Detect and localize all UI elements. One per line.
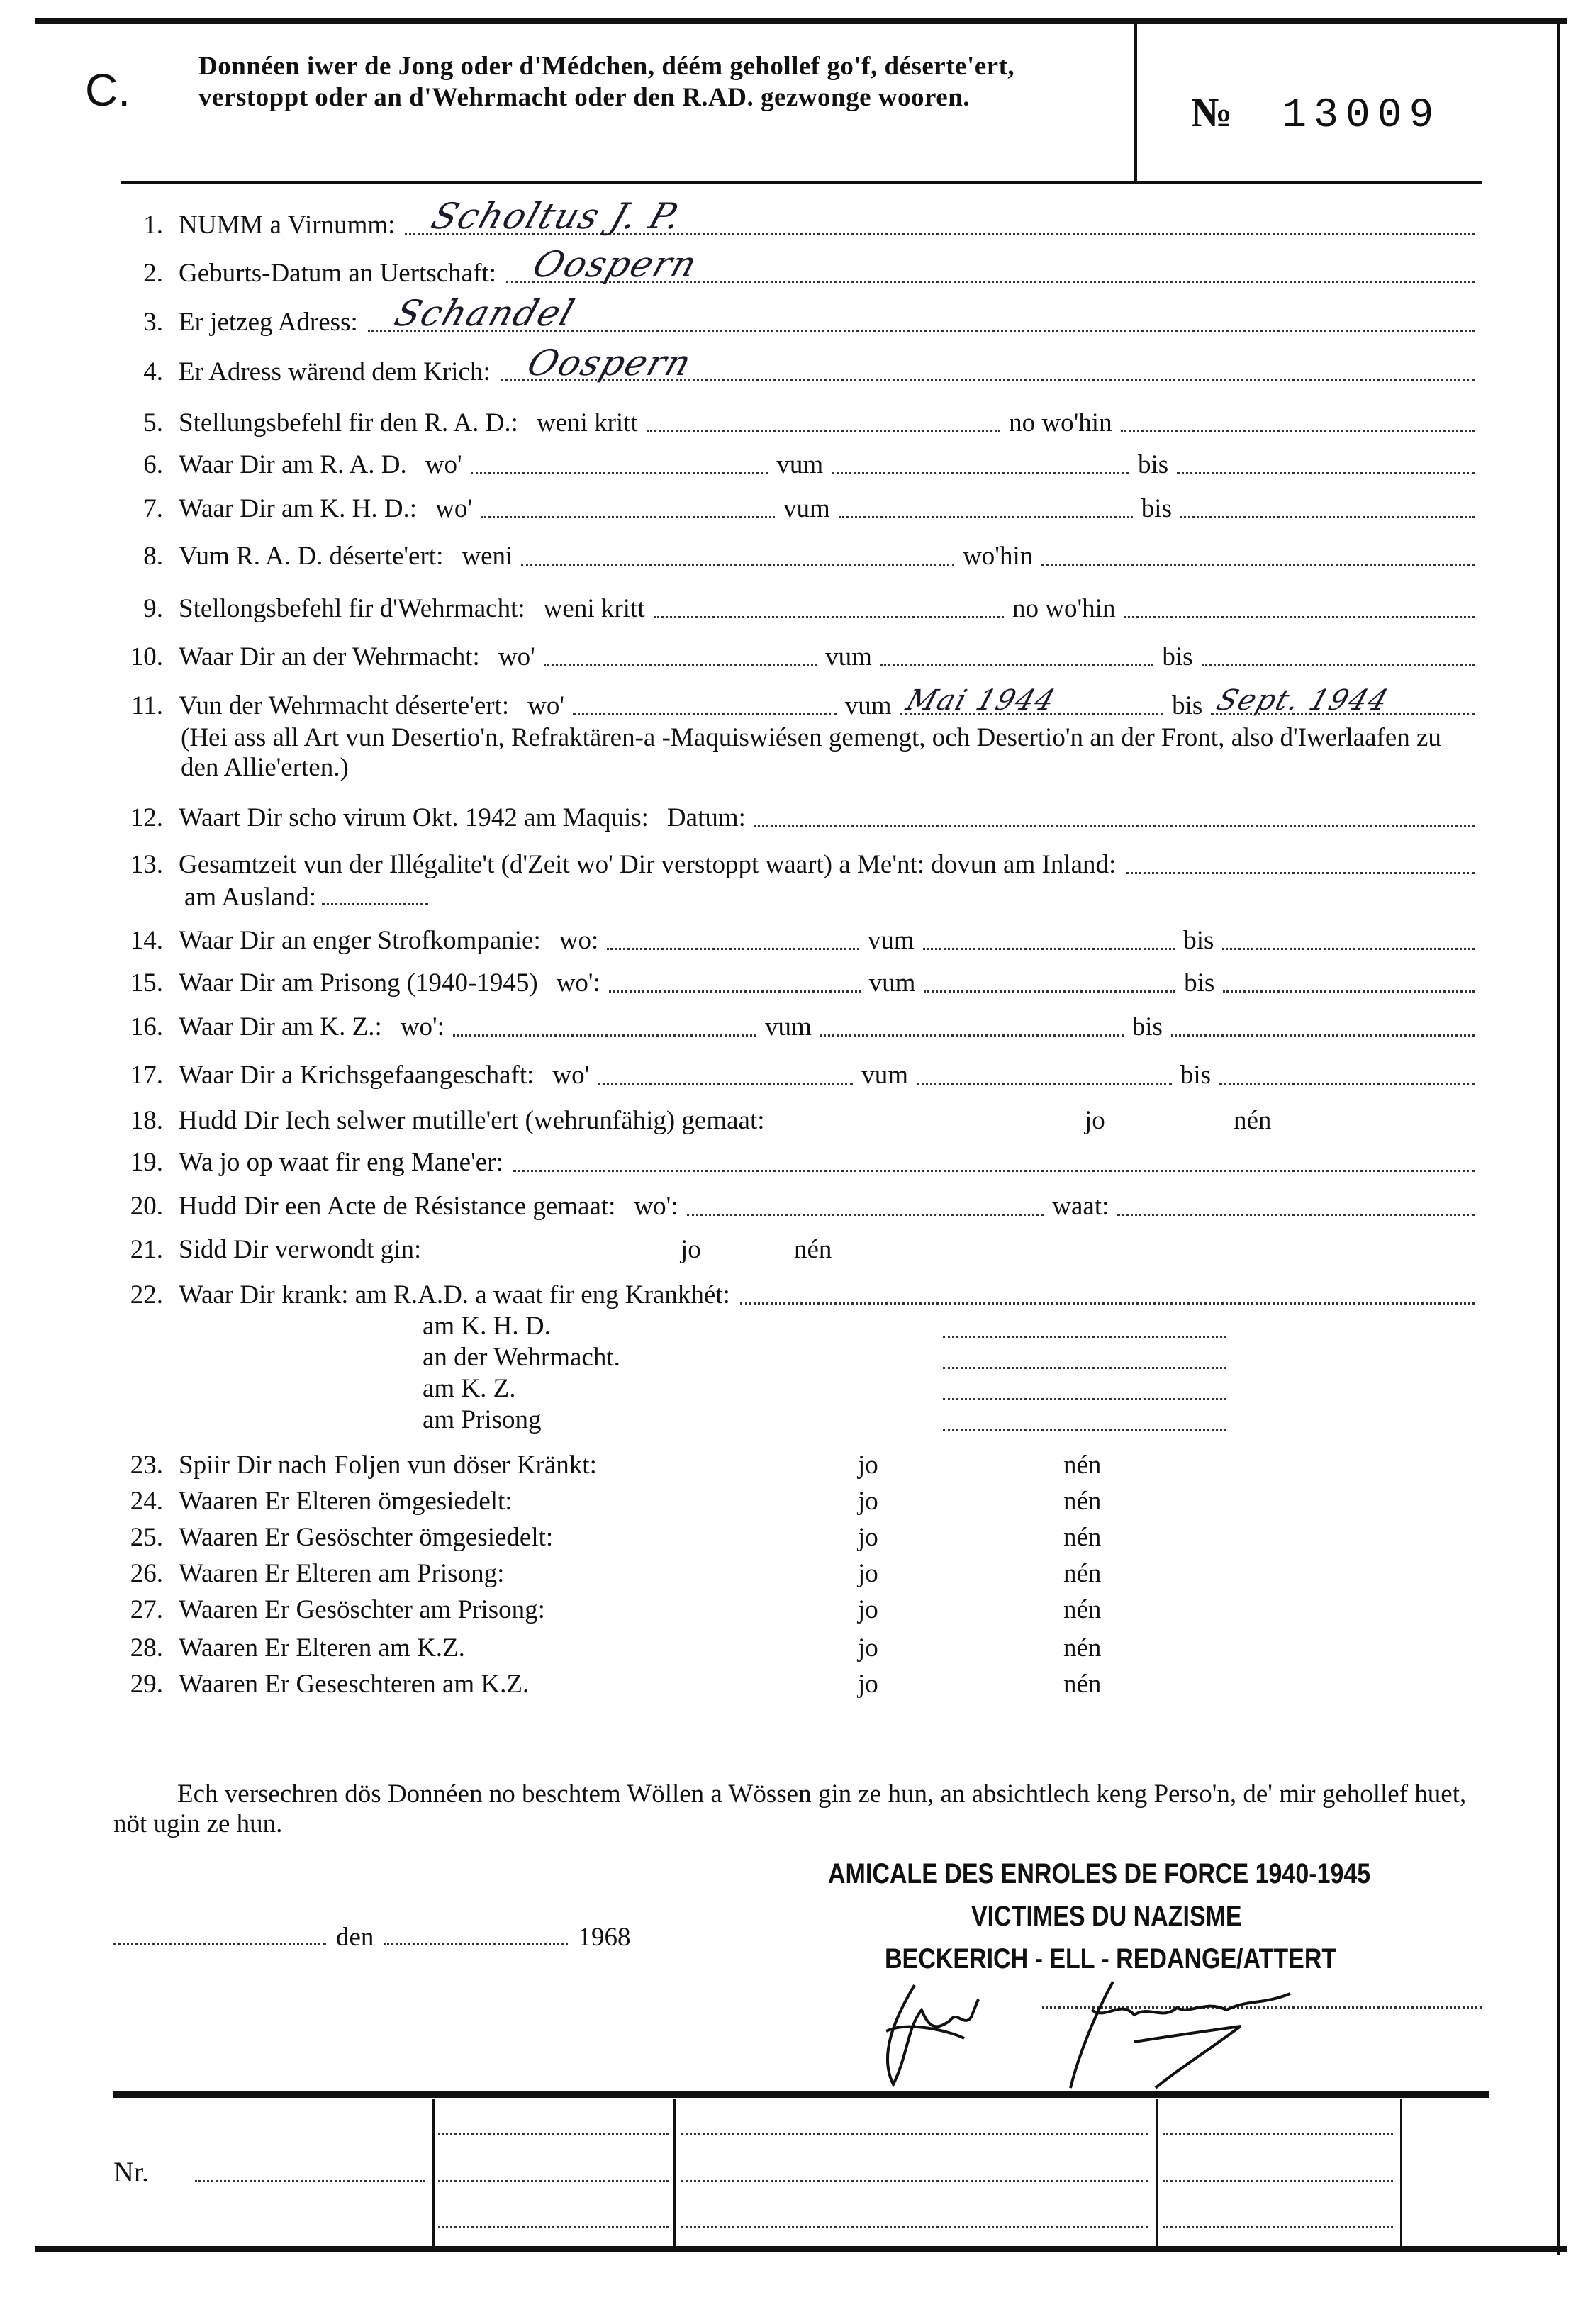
field-keyword: wo': bbox=[556, 968, 600, 998]
answer-field[interactable] bbox=[880, 664, 1153, 666]
handwritten-answer: Sept. 1944 bbox=[1212, 684, 1394, 717]
footer-col-divider bbox=[1156, 2099, 1158, 2247]
date-field[interactable] bbox=[384, 1943, 568, 1945]
footer-col-divider bbox=[673, 2099, 676, 2247]
declaration-statement: Ech versechren dös Donnéen no beschtem Wöllen a Wössen gin ze hun, an absichtlech keng Perso'n, de' mir gehollef huet, nöt ugin ze hun. bbox=[113, 1780, 1467, 1838]
field-keyword: vum bbox=[764, 1012, 812, 1041]
answer-field[interactable] bbox=[471, 472, 768, 474]
answer-field[interactable] bbox=[654, 616, 1005, 618]
choice-yes[interactable]: jo bbox=[1085, 1106, 1105, 1135]
question-number: 21. bbox=[130, 1235, 163, 1264]
choice-no[interactable]: nén bbox=[1063, 1523, 1102, 1552]
field-keyword: vum bbox=[861, 1061, 908, 1090]
question-label: Hudd Dir een Acte de Résistance gemaat: bbox=[179, 1192, 616, 1221]
answer-field[interactable] bbox=[1041, 564, 1475, 566]
question-row bbox=[106, 684, 1475, 721]
row22-subitem-field[interactable] bbox=[943, 1429, 1226, 1431]
question-row bbox=[106, 293, 1475, 337]
field-keyword: bis bbox=[1138, 450, 1169, 479]
field-keyword: vum bbox=[844, 691, 892, 720]
field-keyword: no wo'hin bbox=[1012, 594, 1116, 623]
answer-field[interactable] bbox=[1180, 516, 1475, 518]
footer-table-field[interactable] bbox=[438, 2180, 669, 2182]
choice-yes[interactable]: jo bbox=[858, 1559, 878, 1588]
question-label: Geburts-Datum an Uertschaft: bbox=[179, 259, 496, 288]
question-row bbox=[106, 1487, 1102, 1516]
choice-no[interactable]: nén bbox=[1063, 1595, 1102, 1624]
question-row bbox=[106, 1670, 1102, 1699]
choice-yes[interactable]: jo bbox=[858, 1487, 878, 1516]
question-label: Waart Dir scho virum Okt. 1942 am Maquis: bbox=[179, 803, 649, 832]
footer-table-field[interactable] bbox=[681, 2226, 1148, 2228]
question-label: Waaren Er Geseschteren am K.Z. bbox=[179, 1670, 530, 1699]
question-number: 7. bbox=[143, 494, 163, 523]
choice-yes[interactable]: jo bbox=[858, 1633, 878, 1663]
question-label: Waar Dir an enger Strofkompanie: bbox=[179, 926, 541, 955]
answer-field[interactable] bbox=[900, 684, 1164, 717]
place-field[interactable] bbox=[113, 1943, 326, 1945]
answer-field[interactable] bbox=[832, 472, 1129, 474]
question-number: 16. bbox=[130, 1012, 163, 1041]
question-label: Waaren Er Gesöschter am Prisong: bbox=[179, 1595, 545, 1624]
footer-table-field[interactable] bbox=[1163, 2133, 1393, 2135]
row22-subitem: am Prisong bbox=[423, 1405, 542, 1434]
question-row bbox=[106, 1192, 1475, 1222]
question-row bbox=[106, 1061, 1475, 1090]
field-keyword: bis bbox=[1162, 642, 1193, 671]
answer-field[interactable] bbox=[1171, 1034, 1475, 1037]
form-right-border bbox=[1557, 21, 1560, 2255]
row22-subitem-field[interactable] bbox=[943, 1367, 1226, 1369]
row22-subitem: an der Wehrmacht. bbox=[423, 1343, 620, 1372]
question-label: Wa jo op waat fir eng Mane'er: bbox=[179, 1148, 503, 1177]
row13-abroad bbox=[184, 883, 428, 912]
stamp-line-1: AMICALE DES ENROLES DE FORCE 1940-1945 bbox=[828, 1858, 1371, 1889]
question-label: Spiir Dir nach Foljen vun döser Kränkt: bbox=[179, 1451, 597, 1480]
field-keyword: vum bbox=[825, 642, 872, 671]
answer-field[interactable] bbox=[1121, 430, 1475, 432]
question-row bbox=[106, 1280, 1475, 1310]
question-number: 22. bbox=[130, 1280, 163, 1309]
row11-note: (Hei ass all Art vun Desertio'n, Refraktären-a -Maquiswiésen gemengt, och Desertio'n an der Front, also d'Iwerlaafen zu den Allie'erten.) bbox=[181, 723, 1441, 782]
question-number: 13. bbox=[130, 850, 163, 879]
question-label: Waar Dir an der Wehrmacht: bbox=[179, 642, 480, 671]
choice-yes[interactable]: jo bbox=[858, 1595, 878, 1624]
question-label: Waar Dir am K. Z.: bbox=[179, 1012, 382, 1041]
question-label: Stellungsbefehl fir den R. A. D.: bbox=[179, 408, 518, 437]
field-keyword: wo' bbox=[527, 691, 565, 720]
question-number: 4. bbox=[143, 357, 163, 386]
choice-yes[interactable]: jo bbox=[858, 1523, 878, 1552]
nr-label: Nr. bbox=[113, 2156, 149, 2188]
question-label: Waaren Er Elteren am K.Z. bbox=[179, 1633, 465, 1663]
answer-field[interactable] bbox=[924, 990, 1175, 993]
question-number: 6. bbox=[143, 450, 163, 479]
question-label: Waar Dir am K. H. D.: bbox=[179, 494, 418, 523]
field-keyword: vum bbox=[868, 968, 916, 998]
question-row bbox=[106, 244, 1475, 289]
question-row bbox=[106, 1595, 1102, 1625]
question-row bbox=[106, 408, 1475, 438]
answer-field[interactable] bbox=[598, 1083, 853, 1085]
question-row bbox=[106, 1559, 1102, 1589]
row13-abroad-field[interactable] bbox=[322, 903, 428, 905]
question-number: 26. bbox=[130, 1559, 163, 1588]
question-row bbox=[106, 642, 1475, 672]
question-number: 10. bbox=[130, 642, 163, 671]
choice-no[interactable]: nén bbox=[1063, 1559, 1102, 1588]
field-keyword: wo' bbox=[498, 642, 535, 671]
question-row bbox=[106, 494, 1475, 524]
field-keyword: vum bbox=[867, 926, 915, 955]
section-title: Donnéen iwer de Jong oder d'Médchen, déém gehollef go'f, déserte'ert, verstoppt oder an d'Wehrmacht oder den R.AD. gezwonge wooren. bbox=[198, 52, 1015, 112]
handwritten-answer: Scholtus J. P. bbox=[427, 196, 688, 237]
answer-field[interactable] bbox=[1222, 948, 1475, 950]
field-keyword: Datum: bbox=[666, 803, 746, 832]
question-number: 1. bbox=[143, 211, 163, 240]
footer-table-field[interactable] bbox=[438, 2226, 669, 2228]
question-number: 19. bbox=[130, 1148, 163, 1177]
question-row bbox=[106, 968, 1475, 998]
answer-field[interactable] bbox=[405, 196, 1475, 237]
answer-field[interactable] bbox=[513, 1170, 1475, 1172]
question-number: 29. bbox=[130, 1670, 163, 1699]
row22-subitem-field[interactable] bbox=[943, 1398, 1226, 1400]
answer-field[interactable] bbox=[1223, 990, 1475, 993]
answer-field[interactable] bbox=[740, 1302, 1475, 1305]
answer-field[interactable] bbox=[1219, 1083, 1475, 1085]
question-number: 17. bbox=[130, 1061, 163, 1090]
field-keyword: vum bbox=[776, 450, 824, 479]
question-number: 25. bbox=[130, 1523, 163, 1552]
question-label: Stellongsbefehl fir d'Wehrmacht: bbox=[179, 594, 525, 623]
field-keyword: weni bbox=[462, 542, 513, 571]
answer-field[interactable] bbox=[607, 948, 859, 950]
footer-col-divider bbox=[432, 2099, 435, 2247]
form-number bbox=[1191, 89, 1441, 139]
den-label: den bbox=[336, 1923, 374, 1952]
row13-abroad-label: am Ausland: bbox=[184, 883, 317, 912]
question-row bbox=[106, 803, 1475, 833]
answer-field[interactable] bbox=[1211, 684, 1475, 717]
form-top-border bbox=[35, 18, 1567, 24]
row22-subitem-field[interactable] bbox=[943, 1336, 1226, 1338]
answer-field[interactable] bbox=[1202, 664, 1475, 666]
field-keyword: wo: bbox=[559, 926, 599, 955]
question-label: NUMM a Virnumm: bbox=[179, 211, 396, 240]
answer-field[interactable] bbox=[573, 713, 837, 715]
question-number: 24. bbox=[130, 1487, 163, 1516]
field-keyword: wo': bbox=[634, 1192, 678, 1221]
question-number: 23. bbox=[130, 1451, 163, 1480]
field-keyword: bis bbox=[1131, 1012, 1163, 1041]
footer-col-divider bbox=[1400, 2099, 1402, 2247]
choice-no[interactable]: nén bbox=[1063, 1451, 1102, 1480]
field-keyword: wo' bbox=[425, 450, 462, 479]
choice-yes[interactable]: jo bbox=[858, 1451, 878, 1480]
question-row bbox=[106, 450, 1475, 480]
field-keyword: weni kritt bbox=[536, 408, 638, 437]
field-keyword: wo': bbox=[400, 1012, 444, 1041]
form-bottom-border bbox=[35, 2246, 1567, 2252]
signatures-icon bbox=[865, 1978, 1418, 2091]
footer-table-field[interactable] bbox=[681, 2133, 1148, 2135]
question-label: Waar Dir am Prisong (1940-1945) bbox=[179, 968, 538, 998]
answer-field[interactable] bbox=[923, 948, 1175, 950]
answer-field[interactable] bbox=[453, 1034, 756, 1037]
question-row bbox=[106, 342, 1475, 387]
question-row bbox=[106, 850, 1475, 880]
answer-field[interactable] bbox=[368, 293, 1475, 334]
question-number: 18. bbox=[130, 1106, 163, 1135]
question-row bbox=[106, 1012, 1475, 1042]
row22-subitem: am K. Z. bbox=[423, 1374, 516, 1403]
question-number: 28. bbox=[130, 1633, 163, 1663]
handwritten-answer: Mai 1944 bbox=[902, 684, 1061, 717]
answer-field[interactable] bbox=[647, 430, 1000, 432]
footer-table-top bbox=[113, 2091, 1489, 2098]
choice-no[interactable]: nén bbox=[1234, 1106, 1272, 1135]
question-label: Er Adress wärend dem Krich: bbox=[179, 357, 491, 386]
footer-table-field[interactable] bbox=[1163, 2180, 1393, 2182]
question-label: Er jetzeg Adress: bbox=[179, 308, 358, 337]
question-label: Waar Dir am R. A. D. bbox=[179, 450, 407, 479]
choice-no[interactable]: nén bbox=[794, 1235, 832, 1264]
question-row bbox=[106, 1523, 1102, 1553]
question-label: Waar Dir krank: am R.A.D. a waat fir eng Krankhét: bbox=[179, 1280, 730, 1309]
answer-field[interactable] bbox=[917, 1083, 1172, 1085]
question-row bbox=[106, 1633, 1102, 1663]
question-number: 8. bbox=[143, 542, 163, 571]
question-number: 14. bbox=[130, 926, 163, 955]
answer-field[interactable] bbox=[501, 342, 1475, 384]
date-line bbox=[113, 1923, 630, 1953]
field-keyword: weni kritt bbox=[543, 594, 645, 623]
answer-field[interactable] bbox=[754, 825, 1475, 827]
question-label: Vun der Wehrmacht déserte'ert: bbox=[179, 691, 510, 720]
question-row bbox=[106, 926, 1475, 956]
row22-subitem: am K. H. D. bbox=[423, 1312, 551, 1341]
footer-table-field[interactable] bbox=[1163, 2226, 1393, 2228]
question-number: 5. bbox=[143, 408, 163, 437]
form-number-value: 13009 bbox=[1282, 93, 1441, 139]
number-symbol: № bbox=[1191, 89, 1233, 135]
field-keyword: waat: bbox=[1052, 1192, 1109, 1221]
header-rule bbox=[121, 181, 1482, 184]
question-number: 27. bbox=[130, 1595, 163, 1624]
answer-field[interactable] bbox=[1117, 1214, 1475, 1216]
question-row bbox=[106, 594, 1475, 624]
question-row bbox=[106, 1451, 1102, 1480]
question-label: Waaren Er Elteren ömgesiedelt: bbox=[179, 1487, 513, 1516]
stamp-line-3: BECKERICH - ELL - REDANGE/ATTERT bbox=[885, 1943, 1337, 1974]
question-label: Sidd Dir verwondt gin: bbox=[179, 1235, 422, 1264]
choice-yes[interactable]: jo bbox=[858, 1670, 878, 1699]
field-keyword: bis bbox=[1180, 1061, 1212, 1090]
question-label: Hudd Dir Iech selwer mutille'ert (wehrunfähig) gemaat: bbox=[179, 1106, 765, 1135]
question-row bbox=[106, 1106, 1272, 1136]
answer-field[interactable] bbox=[481, 516, 775, 518]
choice-no[interactable]: nén bbox=[1063, 1670, 1102, 1699]
handwritten-answer: Schandel bbox=[389, 293, 581, 334]
choice-no[interactable]: nén bbox=[1063, 1487, 1102, 1516]
handwritten-answer: Oospern bbox=[522, 342, 698, 384]
header-divider bbox=[1134, 21, 1137, 184]
stamp-line-2: VICTIMES DU NAZISME bbox=[971, 1901, 1242, 1932]
field-keyword: no wo'hin bbox=[1009, 408, 1112, 437]
footer-table-field[interactable] bbox=[681, 2180, 1148, 2182]
answer-field[interactable] bbox=[609, 990, 861, 993]
question-number: 2. bbox=[143, 259, 163, 288]
choice-no[interactable]: nén bbox=[1063, 1633, 1102, 1663]
nr-field[interactable] bbox=[195, 2180, 425, 2182]
answer-field[interactable] bbox=[1126, 872, 1475, 874]
handwritten-answer: Oospern bbox=[527, 244, 703, 285]
field-keyword: bis bbox=[1184, 968, 1215, 998]
field-keyword: vum bbox=[783, 494, 830, 523]
answer-field[interactable] bbox=[1124, 616, 1475, 618]
choice-yes[interactable]: jo bbox=[681, 1235, 701, 1264]
question-number: 3. bbox=[143, 308, 163, 337]
year-label: 1968 bbox=[578, 1923, 631, 1952]
answer-field[interactable] bbox=[687, 1214, 1044, 1216]
answer-field[interactable] bbox=[521, 564, 954, 566]
question-label: Waaren Er Gesöschter ömgesiedelt: bbox=[179, 1523, 554, 1552]
answer-field[interactable] bbox=[506, 244, 1475, 285]
question-row bbox=[106, 1148, 1475, 1178]
question-row bbox=[106, 542, 1475, 571]
field-keyword: bis bbox=[1172, 691, 1203, 720]
answer-field[interactable] bbox=[544, 664, 817, 666]
footer-table-field[interactable] bbox=[438, 2133, 669, 2135]
question-label: Vum R. A. D. déserte'ert: bbox=[179, 542, 444, 571]
question-number: 12. bbox=[130, 803, 163, 832]
field-keyword: wo' bbox=[435, 494, 472, 523]
question-number: 20. bbox=[130, 1192, 163, 1221]
question-row bbox=[106, 1235, 832, 1265]
field-keyword: wo'hin bbox=[963, 542, 1034, 571]
question-number: 9. bbox=[143, 594, 163, 623]
question-label: Waaren Er Elteren am Prisong: bbox=[179, 1559, 505, 1588]
section-letter: C. bbox=[85, 65, 130, 116]
answer-field[interactable] bbox=[820, 1034, 1124, 1037]
question-label: Waar Dir a Krichsgefaangeschaft: bbox=[179, 1061, 535, 1090]
field-keyword: wo' bbox=[552, 1061, 590, 1090]
field-keyword: bis bbox=[1141, 494, 1172, 523]
answer-field[interactable] bbox=[1177, 472, 1475, 474]
question-number: 11. bbox=[131, 691, 163, 720]
question-label: Gesamtzeit vun der Illégalite't (d'Zeit wo' Dir verstoppt waart) a Me'nt: dovun am Inland: bbox=[179, 850, 1117, 879]
field-keyword: bis bbox=[1183, 926, 1214, 955]
question-number: 15. bbox=[130, 968, 163, 998]
answer-field[interactable] bbox=[839, 516, 1133, 518]
question-row bbox=[106, 196, 1475, 240]
